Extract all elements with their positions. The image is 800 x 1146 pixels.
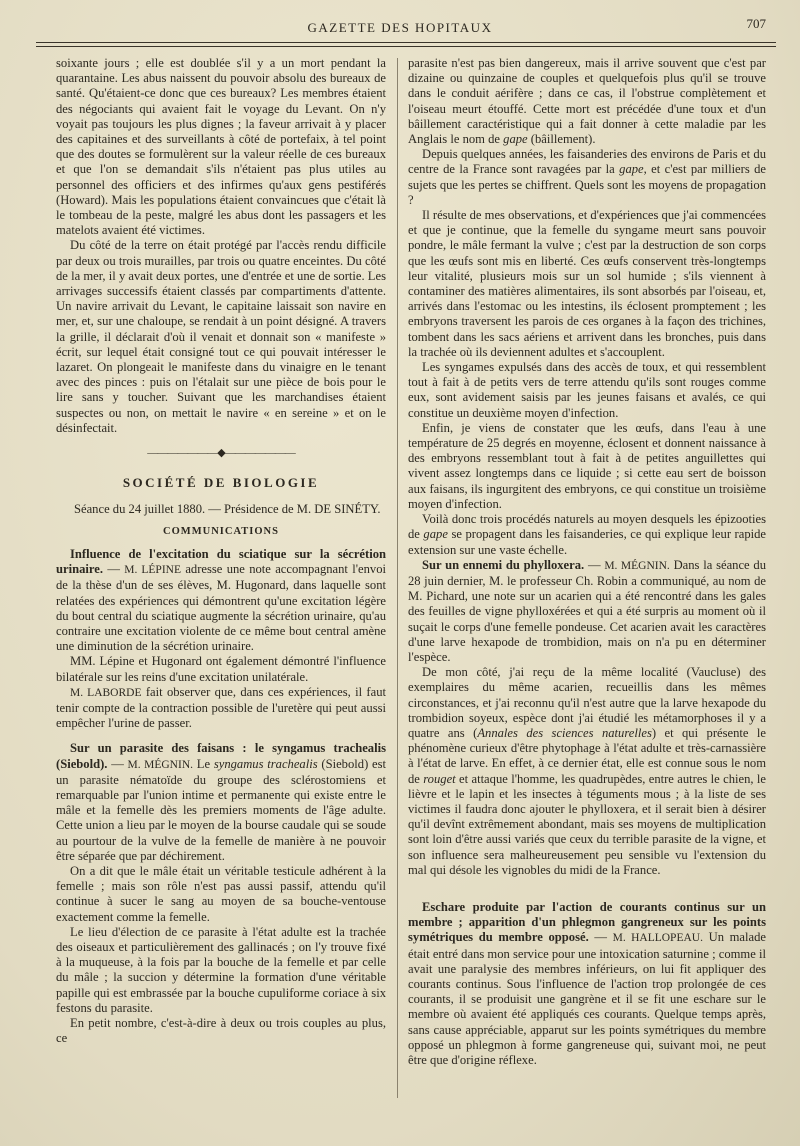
italic-term: gape [503, 132, 528, 147]
paragraph: Les syngames expulsés dans des accès de toux, et qui ressemblent tout à fait à de petits vers de terre attendu qu'ils sont rouges comme eux, sont avidement saisis par les jeunes faisans et avalés, ce qui constitue un deuxième moyen d'infection. [408, 360, 766, 420]
spacer [408, 878, 766, 900]
article-title: Eschare produite par l'action de courants continus sur un membre ; apparition d'un phlegmon gangreneux sur les points symétriques du membre opposé. [408, 899, 766, 945]
article-text: (Siebold) est un parasite nématoïde du groupe des sclérostomiens et remarquable par l'union intime et permanente qui existe entre le mâle et la femelle dès les premiers moments de l'âge adulte. Cette union a lieu par le moyen de la bourse caudale qui se soude au pourtour de la vulve de la femelle de manière à ne pouvoir être séparée que par déchirement. [56, 756, 387, 863]
paragraph [408, 512, 766, 558]
paragraph: Il résulte de mes observations, et d'expériences que j'ai commencées et que je continue, que la femelle du syngame meurt sans pouvoir pondre, le mâle fermant la vulve ; c'est par la destruction de son corps que les œufs sont mis en liberté. Ces œufs conservent très-longtemps leur vitalité, plusieurs mois sur un sol humide ; s'ils viennent à contaminer des matières alimentaires, ils sont absorbés par l'oiseau, et, arrivés dans l'estomac ou les intestins, ils éclosent promptement ; les embryons traversent les parois de ces organes à la façon des trichines, tombent dans les sacs aériens et arrivent dans les bronches, puis dans la trachée où ils deviennent adultes et s'accouplent. [408, 208, 766, 359]
paragraph [408, 665, 766, 878]
article-text: Un malade était entré dans mon service pour une intoxication saturnine ; comme il avait une paralysie des membres inférieurs, on lui fit appliquer des courants continus. Sous l'influence de l'action trop prolongée de ces courants, il se produisit une gangrène et il se fit une eschare sur le membre où avaient été appliqués ces courants. Quelque temps après, sans cause appréciable, apparut sur les points symétriques du membre opposé un phlegmon à forme gangreneuse qui, suivant moi, ne peut être que d'origine réflexe. [408, 930, 766, 1067]
article-paragraph: On a dit que le mâle était un véritable testicule adhérent à la femelle ; mais son rôle n'est pas aussi passif, attendu qu'il continue à sucer le sang au moyen de sa bouche-ventouse exactement comme la femelle. [56, 863, 386, 924]
paragraph-text: parasite n'est pas bien dangereux, mais il arrive souvent que c'est par dizaine ou quinzaine de couples et quelquefois plus qu'il se trouve dans le conduit aérifère ; dans ce cas, il l'obstrue complètement et l'oiseau meurt étouffé. Cette mort est précédée d'une toux et d'un bâillement caractéristique qui a fait donner à cette maladie par les Anglais le nom de [408, 56, 766, 147]
spacer [56, 731, 386, 741]
paragraph-text: De mon côté, j'ai reçu de la même localité (Vaucluse) des exemplaires du même acarien, recueillis dans les mêmes circonstances, et j'ai reconnu qu'il n'est autre que la larve hexapode du trombidion soyeux, espèce dont j'ai étudié les métamorphoses il y a quatre ans ( [408, 665, 766, 740]
paragraph-text: Depuis quelques années, les faisanderies des environs de Paris et du centre de la France sont ravagées par la [408, 147, 766, 177]
article-eschare: Eschare produite par l'action de courants continus sur un membre ; apparition d'un phlegmon gangreneux sur les points symétriques du membre opposé. — M. HALLOPEAU. Un malade était entré dans mon service pour une intoxication saturnine ; comme il avait une paralysie des membres inférieurs, on lui fit appliquer des courants continus. Sous l'influence de l'action trop prolongée de ces courants, il se produisit une gangrène et il se fit une eschare sur le membre où avaient été appliqués ces courants. Quelque temps après, sans cause appréciable, apparut sur les points symétriques du membre opposé un phlegmon à forme gangreneuse qui, suivant moi, ne peut être que d'origine réflexe. [408, 899, 766, 1067]
article-text: Le [196, 756, 211, 771]
paragraph-text: Voilà donc trois procédés naturels au moyen desquels les épizooties de [408, 512, 766, 542]
article-laborde [56, 685, 386, 732]
article-title: Influence de l'excitation du sciatique sur la sécrétion urinaire. [56, 546, 386, 577]
journal-title: GAZETTE DES HOPITAUX [307, 20, 493, 35]
continued-paragraph [408, 56, 766, 147]
paragraph [408, 147, 766, 208]
article-title: Sur un parasite des faisans : le syngamus trachealis (Siebold). [56, 741, 386, 771]
paragraph-text: se propagent dans les faisanderies, ce qui explique leur rapide extension sur une vaste échelle. [408, 527, 767, 557]
paragraph: Enfin, je viens de constater que les œufs, dans l'eau à une température de 25 degrés en moyenne, éclosent et donnent naissance à des embryons ressemblant tout à fait à de petites anguillettes qui vivent assez longtemps dans ce liquide ; si cette eau sert de boisson aux faisans, ils ingurgitent des embryons, ce qui constitue un troisième moyen d'infection. [408, 420, 766, 511]
section-ornament: ———————◆——————— [147, 447, 295, 460]
article-phylloxera: Sur un ennemi du phylloxera. — M. MÉGNIN. Dans la séance du 28 juin dernier, M. le professeur Ch. Robin a communiqué, au nom de M. Pichard, une note sur un acarien qui a été rencontré dans les gales des feuilles de vigne phylloxérées et qui a été surpris au moment où il suçait le corps d'une femelle pondeuse. Cet acarien avait les caractères d'une larve hexapode de trombidion, mais on n'a pu en déterminer l'espèce. [408, 557, 766, 664]
italic-term: Annales des sciences naturelles [477, 725, 652, 740]
lazaret-paragraph-1: soixante jours ; elle est doublée s'il y a un mort pendant la quarantaine. Les abus naissent du pouvoir absolu des bureaux de santé. Qu'étaient-ce donc que ces bureaux? Les membres étaient des négociants qui avaient fait le voyage du Levant. On n'y voyait pas toujours les plus dignes ; la faveur arrivait à y placer des capitaines et des surveillants à côté de portefaix, à tel point que des doutes se formulèrent sur la valeur réelle de ces bureaux et que l'on se demandait s'ils n'étaient pas plus utiles au personnel des officiers et des infirmes qu'aux gens pestiférés (Howard). Mais les populations étaient convaincues que c'était là le tombeau de la peste, malgré les abus dont les passagers et les matelots avaient été victimes. [56, 56, 386, 238]
paragraph-text: , et c'est par milliers de sujets que les pertes se chiffrent. Quels sont les moyens de propagation ? [408, 162, 766, 207]
section-title: SOCIÉTÉ DE BIOLOGIE [122, 475, 320, 491]
article-title: Sur un ennemi du phylloxera. [422, 557, 585, 572]
paragraph-text: (bâillement). [530, 132, 596, 147]
page-header [20, 14, 780, 36]
right-column [408, 56, 766, 1068]
article-paragraph: Le lieu d'élection de ce parasite à l'état adulte est la trachée des oiseaux et particulièrement des gallinacés ; on l'y trouve fixé à la muqueuse, à la fois par la bouche de la femelle et par celle du mâle ; la succion y détermine la formation d'une véritable papille qui est embrassée par la bouche cupuliforme coriace à six festons du parasite. [56, 924, 386, 1015]
italic-term: gape [423, 527, 448, 542]
article-author: M. HALLOPEAU. [612, 932, 703, 945]
article-lepine: Influence de l'excitation du sciatique sur la sécrétion urinaire. — M. LÉPINE adresse une note accompagnant l'envoi de la thèse d'un de ses élèves, M. Hugonard, dans laquelle sont relatées des expériences qui démontrent qu'une excitation légère du bout central du sciatique augmente la sécrétion urinaire, qu'au contraire une excitation violente de ce même bout central amène une diminution de la sécrétion urinaire. [56, 546, 386, 654]
column-divider [397, 58, 398, 1098]
italic-term: rouget [423, 771, 456, 786]
article-author: M. LÉPINE [124, 564, 181, 577]
italic-term: gape [619, 162, 644, 177]
article-author: M. MÉGNIN. [604, 559, 670, 572]
seance-line: Séance du 24 juillet 1880. — Présidence de M. DE SINÉTY. [74, 502, 381, 517]
article-text: Dans la séance du 28 juin dernier, M. le professeur Ch. Robin a communiqué, au nom de M. Pichard, une note sur un acarien qui a été rencontré dans les gales des feuilles de vigne phylloxérées et qui a été surpris au moment où il suçait le corps d'une femelle pondeuse. Cet acarien avait les caractères d'une larve hexapode de trombidion, mais on n'a pu en déterminer l'espèce. [408, 557, 766, 664]
lazaret-paragraph-2: Du côté de la terre on était protégé par l'accès rendu difficile par deux ou trois murailles, par trois ou quatre enceintes. Du côté de la mer, il y avait deux portes, une d'entrée et une de sortie. Les arrivages successifs étaient classés par compartiments d'attente. Un navire arrivait du Levant, le capitaine laissait son navire en mer, et, sur une chaloupe, se rendait à un point désigné. A travers la grille, il déclarait d'où il venait et donnait son « manifeste » écrit, sur lequel était consigné tout ce qui pouvait intéresser le lazaret. On plongeait le manifeste dans du vinaigre en le tenant avec des pinces : puis on l'étalait sur une pièce de bois pour le lire sans y toucher. Suivant que les marchandises étaient suspectes ou non, on mettait le navire « en sereine » et on le désinfectait. [56, 238, 386, 435]
left-column [56, 56, 386, 1046]
article-syngamus: Sur un parasite des faisans : le syngamus trachealis (Siebold). — M. MÉGNIN. Le syngamus trachealis (Siebold) est un parasite nématoïde du groupe des sclérostomiens et remarquable par l'union intime et permanente qui existe entre le mâle et la femelle dès les premiers moments de l'âge adulte. Cette union a lieu par le moyen de la bourse caudale qui se soude au pourtour de la vulve de la femelle de manière à ne pouvoir être séparée que par déchirement. [56, 741, 387, 863]
paragraph-text: ) et qui présente le phénomène curieux d'être phytophage à l'état adulte et très-carnassière à l'état de larve. En effet, à ce dernier état, elle est connue sous le nom de [408, 725, 767, 786]
article-text: adresse une note accompagnant l'envoi de la thèse d'un de ses élèves, M. Hugonard, dans laquelle sont relatées des expériences qui démontrent qu'une excitation légère du bout central du sciatique augmente la sécrétion urinaire, qu'au contraire une excitation violente de ce même bout central amène une diminution de la sécrétion urinaire. [56, 562, 386, 654]
header-rule-thin [36, 46, 776, 47]
header-rule-thick [36, 42, 776, 43]
page-number: 707 [746, 16, 766, 31]
article-paragraph: En petit nombre, c'est-à-dire à deux ou trois couples au plus, ce [56, 1015, 386, 1046]
species-name: syngamus trachealis [213, 756, 318, 771]
article-author: M. MÉGNIN. [127, 758, 193, 771]
article-author: M. LABORDE [70, 686, 142, 699]
article-text: fait observer que, dans ces expériences, il faut tenir compte de la contraction possible de l'uretère qui peut aussi empêcher l'urine de passer. [56, 684, 386, 731]
article-paragraph: MM. Lépine et Hugonard ont également démontré l'influence bilatérale sur les reins d'une excitation unilatérale. [56, 654, 386, 684]
communications-heading: COMMUNICATIONS [163, 525, 279, 537]
paragraph-text: et attaque l'homme, les quadrupèdes, entre autres le chien, le lièvre et le lapin et les insectes à téguments mous ; à la liste de ses victimes il faudra donc ajouter le phylloxera, et il serait bien à désirer qu'il devînt extrêmement abondant, mais ses moyens de multiplication sont loin d'être aussi variés que ceux du terrible parasite de la vigne, et son influence sera malheureusement peu sensible vu l'extension du mal qui désole les vignobles du midi de la France. [408, 771, 766, 877]
